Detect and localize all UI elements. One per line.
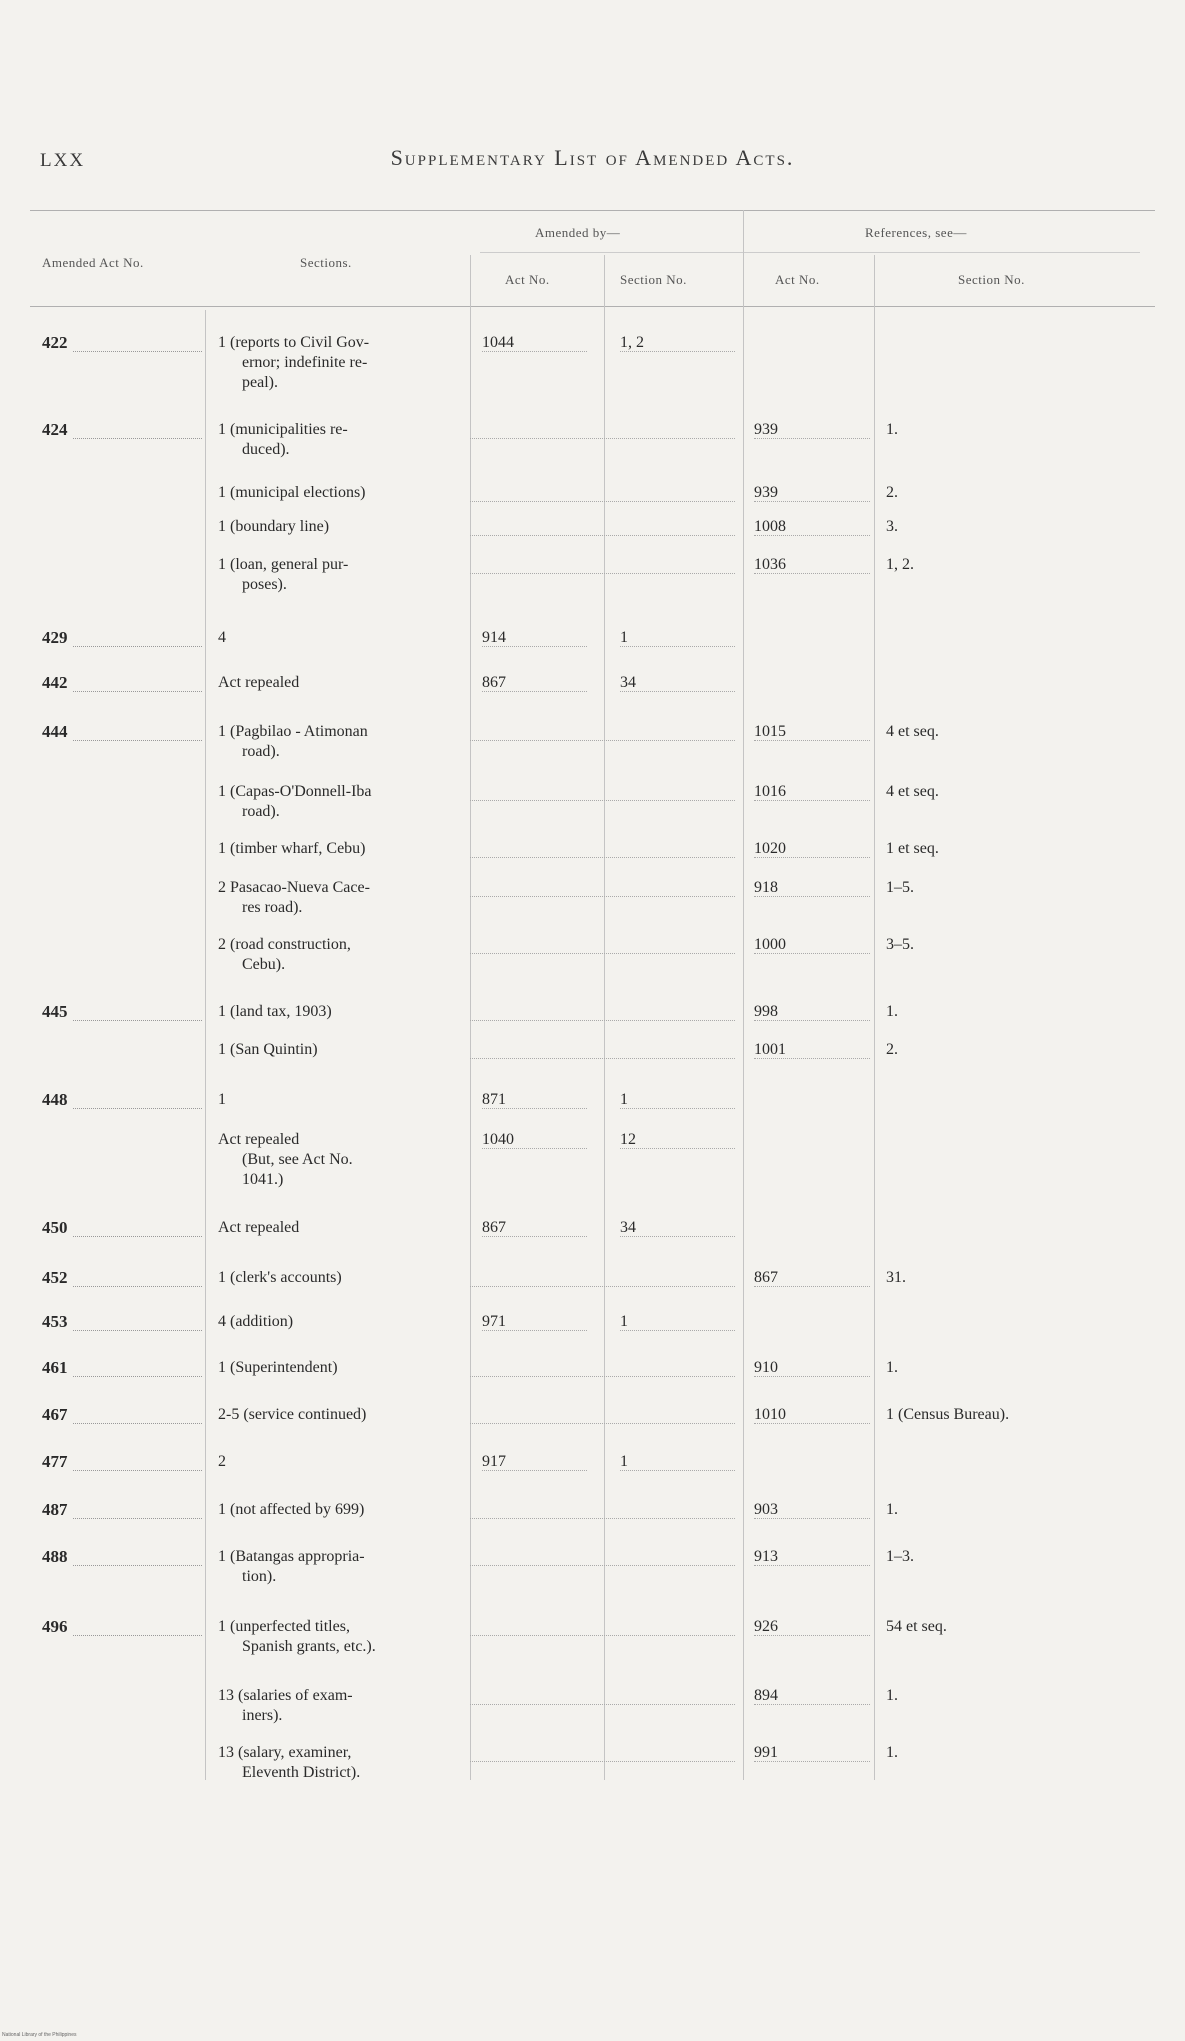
- mid-rule: [480, 252, 1140, 253]
- reference-section: 3–5.: [886, 936, 914, 953]
- reference-act: 894: [754, 1686, 870, 1705]
- reference-section: 1–5.: [886, 879, 914, 896]
- section-text: Act repealed: [218, 1131, 300, 1148]
- section-text: duced).: [242, 441, 290, 458]
- section-text: 1 (municipalities re-: [218, 421, 348, 438]
- sections-cell: [218, 782, 458, 822]
- section-text: 1 (reports to Civil Gov-: [218, 334, 370, 351]
- amended-act-number: [42, 628, 202, 647]
- sections-cell: [218, 1617, 458, 1657]
- section-text: 1 (boundary line): [218, 518, 330, 535]
- amended-by-act: 867: [482, 1218, 587, 1237]
- reference-section: 4 et seq.: [886, 723, 939, 740]
- reference-act: 918: [754, 878, 870, 897]
- section-text: ernor; indefinite re-: [242, 354, 368, 371]
- amended-by-section: 1, 2: [620, 333, 735, 352]
- amended-act-number: [42, 1452, 202, 1471]
- leader-dots: [470, 1686, 735, 1705]
- reference-act: 939: [754, 420, 870, 439]
- header-bottom-rule: [30, 306, 1155, 307]
- reference-section: 2.: [886, 484, 898, 501]
- section-text: Cebu).: [242, 956, 286, 973]
- amended-by-act: 1044: [482, 333, 587, 352]
- amended-by-act: 867: [482, 673, 587, 692]
- section-text: 13 (salary, examiner,: [218, 1744, 352, 1761]
- table-header: [0, 210, 1185, 310]
- footer-credit: National Library of the Philippines: [2, 2032, 77, 2038]
- amended-act-label: 452: [42, 1268, 72, 1287]
- sections-cell: [218, 1268, 458, 1288]
- amended-act-number: [42, 1500, 202, 1519]
- amended-act-number: [42, 1002, 202, 1021]
- sections-cell: [218, 517, 458, 537]
- leader-dots: [470, 1002, 735, 1021]
- sections-cell: [218, 1002, 458, 1022]
- amended-act-label: 453: [42, 1312, 72, 1331]
- amended-act-number: [42, 1312, 202, 1331]
- section-text: 1 (San Quintin): [218, 1041, 318, 1058]
- section-text: peal).: [242, 374, 278, 391]
- amended-act-label: 429: [42, 628, 72, 647]
- leader-dots: [470, 420, 735, 439]
- section-text: 4 (addition): [218, 1313, 294, 1330]
- leader-dots: [470, 1617, 735, 1636]
- sections-cell: [218, 1090, 458, 1110]
- col-section-no: Section No.: [620, 272, 687, 287]
- col-sections: Sections.: [300, 255, 352, 270]
- section-text: 4: [218, 629, 226, 646]
- amended-by-act: 917: [482, 1452, 587, 1471]
- reference-section: 1.: [886, 1744, 898, 1761]
- amended-act-number: [42, 1218, 202, 1237]
- section-text: road).: [242, 743, 280, 760]
- leader-dots: [470, 483, 735, 502]
- amended-by-section: 1: [620, 628, 735, 647]
- leader-dots: [470, 1405, 735, 1424]
- sections-cell: [218, 333, 458, 393]
- section-text: 1 (timber wharf, Cebu): [218, 840, 366, 857]
- section-text: road).: [242, 803, 280, 820]
- reference-act: 913: [754, 1547, 870, 1566]
- sections-cell: [218, 1218, 458, 1238]
- amended-act-label: 496: [42, 1617, 72, 1636]
- section-text: 1 (unperfected titles,: [218, 1618, 350, 1635]
- page-title: Supplementary List of Amended Acts.: [390, 145, 795, 170]
- sections-cell: [218, 878, 458, 918]
- leader-dots: [470, 1547, 735, 1566]
- leader-dots: [470, 839, 735, 858]
- amended-by-section: 1: [620, 1452, 735, 1471]
- sections-cell: [218, 1405, 458, 1425]
- reference-section: 3.: [886, 518, 898, 535]
- section-text: 2 (road construction,: [218, 936, 351, 953]
- amended-act-label: 450: [42, 1218, 72, 1237]
- section-text: 1 (Batangas appropria-: [218, 1548, 365, 1565]
- section-text: 1041.): [242, 1171, 284, 1188]
- sections-cell: [218, 1500, 458, 1520]
- sections-cell: [218, 483, 458, 503]
- leader-dots: [470, 1268, 735, 1287]
- amended-act-number: [42, 1547, 202, 1566]
- reference-section: 1 et seq.: [886, 840, 939, 857]
- divider-am-sec: [743, 210, 744, 1780]
- section-text: 2: [218, 1453, 226, 1470]
- reference-act: 1036: [754, 555, 870, 574]
- sections-cell: [218, 1040, 458, 1060]
- reference-section: 4 et seq.: [886, 783, 939, 800]
- section-text: 13 (salaries of exam-: [218, 1687, 353, 1704]
- reference-act: 1015: [754, 722, 870, 741]
- reference-act: 991: [754, 1743, 870, 1762]
- reference-section: 1–3.: [886, 1548, 914, 1565]
- amended-by-section: 1: [620, 1090, 735, 1109]
- section-text: 2-5 (service continued): [218, 1406, 367, 1423]
- section-text: Spanish grants, etc.).: [242, 1638, 376, 1655]
- section-text: 1 (land tax, 1903): [218, 1003, 332, 1020]
- reference-section: 1, 2.: [886, 556, 914, 573]
- reference-section: 1.: [886, 421, 898, 438]
- reference-act: 910: [754, 1358, 870, 1377]
- reference-act: 1010: [754, 1405, 870, 1424]
- sections-cell: [218, 1312, 458, 1332]
- col-ref-section-no: Section No.: [958, 272, 1025, 287]
- leader-dots: [470, 1040, 735, 1059]
- amended-by-act: 971: [482, 1312, 587, 1331]
- sections-cell: [218, 1743, 458, 1783]
- divider-ref-act: [874, 255, 875, 1780]
- amended-act-number: [42, 673, 202, 692]
- section-text: (But, see Act No.: [242, 1151, 353, 1168]
- sections-cell: [218, 1547, 458, 1587]
- sections-cell: [218, 555, 458, 595]
- amended-by-act: 1040: [482, 1130, 587, 1149]
- reference-act: 998: [754, 1002, 870, 1021]
- leader-dots: [470, 517, 735, 536]
- reference-section: 1 (Census Bureau).: [886, 1406, 1010, 1423]
- amended-act-number: [42, 1405, 202, 1424]
- section-text: Act repealed: [218, 674, 300, 691]
- reference-section: 1.: [886, 1003, 898, 1020]
- leader-dots: [470, 782, 735, 801]
- amended-act-label: 445: [42, 1002, 72, 1021]
- leader-dots: [470, 555, 735, 574]
- reference-section: 54 et seq.: [886, 1618, 947, 1635]
- sections-cell: [218, 722, 458, 762]
- col-ref-act-no: Act No.: [775, 272, 820, 287]
- amended-act-label: 442: [42, 673, 72, 692]
- amended-act-label: 444: [42, 722, 72, 741]
- reference-section: 1.: [886, 1501, 898, 1518]
- amended-by-section: 12: [620, 1130, 735, 1149]
- amended-act-label: 487: [42, 1500, 72, 1519]
- sections-cell: [218, 935, 458, 975]
- section-text: 1 (municipal elections): [218, 484, 366, 501]
- section-text: 1 (loan, general pur-: [218, 556, 349, 573]
- amended-act-label: 448: [42, 1090, 72, 1109]
- amended-by-section: 34: [620, 673, 735, 692]
- leader-dots: [470, 935, 735, 954]
- section-text: poses).: [242, 576, 287, 593]
- col-amended-act: Amended Act No.: [42, 255, 144, 270]
- divider-act: [205, 310, 206, 1780]
- leader-dots: [470, 1500, 735, 1519]
- amended-act-label: 477: [42, 1452, 72, 1471]
- section-text: tion).: [242, 1568, 277, 1585]
- sections-cell: [218, 420, 458, 460]
- reference-act: 939: [754, 483, 870, 502]
- amended-by-act: 914: [482, 628, 587, 647]
- amended-act-number: [42, 420, 202, 439]
- sections-cell: [218, 1686, 458, 1726]
- amended-act-number: [42, 1268, 202, 1287]
- sections-cell: [218, 628, 458, 648]
- reference-section: 1.: [886, 1687, 898, 1704]
- reference-act: 1020: [754, 839, 870, 858]
- section-text: 1 (Pagbilao - Atimonan: [218, 723, 368, 740]
- reference-act: 926: [754, 1617, 870, 1636]
- section-text: 1: [218, 1091, 226, 1108]
- amended-act-number: [42, 722, 202, 741]
- leader-dots: [470, 722, 735, 741]
- section-text: Act repealed: [218, 1219, 300, 1236]
- amended-act-label: 424: [42, 420, 72, 439]
- sections-cell: [218, 1358, 458, 1378]
- amended-act-label: 488: [42, 1547, 72, 1566]
- amended-act-number: [42, 1358, 202, 1377]
- section-text: res road).: [242, 899, 303, 916]
- amended-act-number: [42, 1617, 202, 1636]
- top-rule: [30, 210, 1155, 211]
- leader-dots: [470, 1358, 735, 1377]
- amended-by-section: 1: [620, 1312, 735, 1331]
- leader-dots: [470, 1743, 735, 1762]
- sections-cell: [218, 1452, 458, 1472]
- sections-cell: [218, 1130, 458, 1190]
- col-amended-by: Amended by—: [535, 225, 621, 240]
- reference-act: 867: [754, 1268, 870, 1287]
- reference-section: 1.: [886, 1359, 898, 1376]
- amended-act-number: [42, 1090, 202, 1109]
- section-text: iners).: [242, 1707, 283, 1724]
- amended-act-label: 461: [42, 1358, 72, 1377]
- amended-act-number: [42, 333, 202, 352]
- sections-cell: [218, 673, 458, 693]
- reference-act: 1016: [754, 782, 870, 801]
- section-text: 1 (Capas-O'Donnell-Iba: [218, 783, 372, 800]
- col-act-no: Act No.: [505, 272, 550, 287]
- amended-by-act: 871: [482, 1090, 587, 1109]
- col-references: References, see—: [865, 225, 967, 240]
- reference-act: 1001: [754, 1040, 870, 1059]
- page-number: LXX: [40, 150, 86, 171]
- reference-section: 31.: [886, 1269, 906, 1286]
- section-text: Eleventh District).: [242, 1764, 361, 1781]
- reference-section: 2.: [886, 1041, 898, 1058]
- reference-act: 1008: [754, 517, 870, 536]
- amended-by-section: 34: [620, 1218, 735, 1237]
- section-text: 1 (not affected by 699): [218, 1501, 365, 1518]
- sections-cell: [218, 839, 458, 859]
- section-text: 2 Pasacao-Nueva Cace-: [218, 879, 370, 896]
- leader-dots: [470, 878, 735, 897]
- amended-act-label: 422: [42, 333, 72, 352]
- amended-act-label: 467: [42, 1405, 72, 1424]
- section-text: 1 (clerk's accounts): [218, 1269, 342, 1286]
- reference-act: 1000: [754, 935, 870, 954]
- reference-act: 903: [754, 1500, 870, 1519]
- section-text: 1 (Superintendent): [218, 1359, 338, 1376]
